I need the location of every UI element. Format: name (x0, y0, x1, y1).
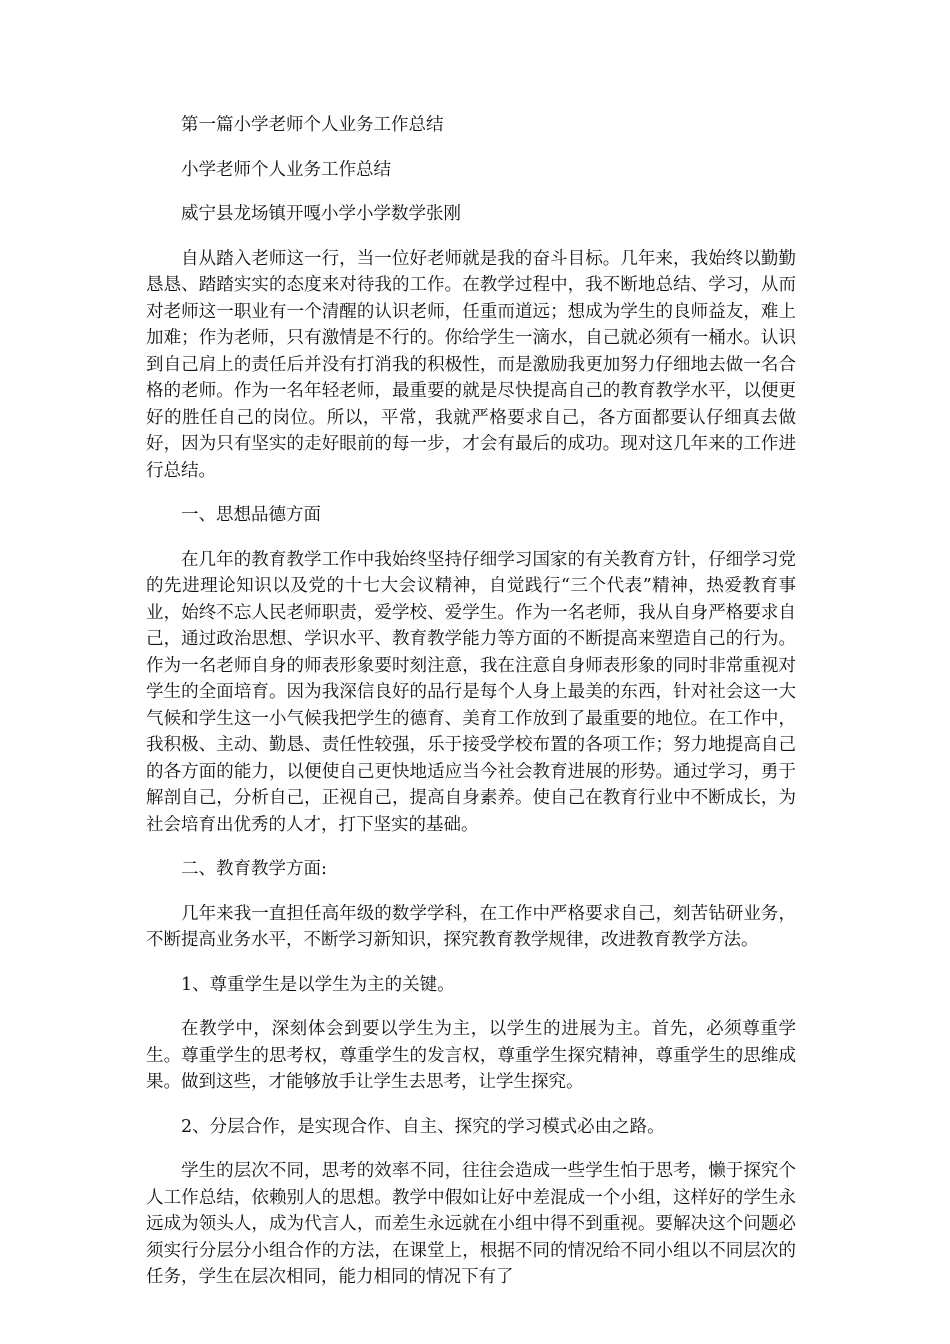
doc-subtitle: 小学老师个人业务工作总结 (181, 159, 391, 180)
subheading-1: 1、尊重学生是以学生为主的关键。 (181, 974, 455, 995)
subheading-2: 2、分层合作，是实现合作、自主、探究的学习模式必由之路。 (181, 1116, 665, 1137)
subsection-2-paragraph: 学生的层次不同，思考的效率不同，往往会造成一些学生怕于思考，懒于探究个人工作总结，依赖别人的思想。教学中假如让好中差混成一个小组，这样好的学生永远成为领头人，成为代言人，而差生永远就在小组中得不到重视。要解决这个问题必须实行分层分小组合作的方法，在课堂上，根据不同的情况给不同小组以不同层次的任务，学生在层次相同，能力相同的情况下有了 (146, 1161, 796, 1287)
subsection-1-paragraph: 在教学中，深刻体会到要以学生为主，以学生的进展为主。首先，必须尊重学生。尊重学生的思考权，尊重学生的发言权，尊重学生探究精神，尊重学生的思维成果。做到这些，才能够放手让学生去思考，让学生探究。 (146, 1019, 796, 1092)
section-1-paragraph: 在几年的教育教学工作中我始终坚持仔细学习国家的有关教育方针，仔细学习党的先进理论知识以及党的十七大会议精神，自觉践行“三个代表”精神，热爱教育事业，始终不忘人民老师职责，爱学校、爱学生。作为一名老师，我从自身严格要求自己，通过政治思想、学识水平、教育教学能力等方面的不断提高来塑造自己的行为。作为一名老师自身的师表形象要时刻注意，我在注意自身师表形象的同时非常重视对学生的全面培育。因为我深信良好的品行是每个人身上最美的东西，针对社会这一大气候和学生这一小气候我把学生的德育、美育工作放到了最重要的地位。在工作中，我积极、主动、勤恳、责任性较强，乐于接受学校布置的各项工作；努力地提高自己的各方面的能力，以便使自己更快地适应当今社会教育进展的形势。通过学习，勇于解剖自己，分析自己，正视自己，提高自身素养。使自己在教育行业中不断成长，为社会培育出优秀的人才，打下坚实的基础。 (146, 549, 796, 835)
doc-author: 威宁县龙场镇开嘎小学小学数学张刚 (181, 204, 461, 224)
section-heading-2: 二、教育教学方面: (181, 859, 327, 879)
section-heading-1: 一、思想品德方面 (181, 505, 321, 525)
document-body (146, 112, 796, 1309)
intro-paragraph: 自从踏入老师这一行，当一位好老师就是我的奋斗目标。几年来，我始终以勤勤恳恳、踏踏实实的态度来对待我的工作。在教学过程中，我不断地总结、学习，从而对老师这一职业有一个清醒的认识老师，任重而道远；想成为学生的良师益友，难上加难；作为老师，只有激情是不行的。你给学生一滴水，自己就必须有一桶水。认识到自己肩上的责任后并没有打消我的积极性，而是激励我更加努力仔细地去做一名合格的老师。作为一名年轻老师，最重要的就是尽快提高自己的教育教学水平，以便更好的胜任自己的岗位。所以，平常，我就严格要求自己，各方面都要认仔细真去做好，因为只有坚实的走好眼前的每一步，才会有最后的成功。现对这几年来的工作进行总结。 (146, 248, 796, 481)
section-2-paragraph: 几年来我一直担任高年级的数学学科，在工作中严格要求自己，刻苦钻研业务，不断提高业务水平，不断学习新知识，探究教育教学规律，改进教育教学方法。 (146, 903, 796, 950)
doc-title: 第一篇小学老师个人业务工作总结 (181, 115, 444, 135)
